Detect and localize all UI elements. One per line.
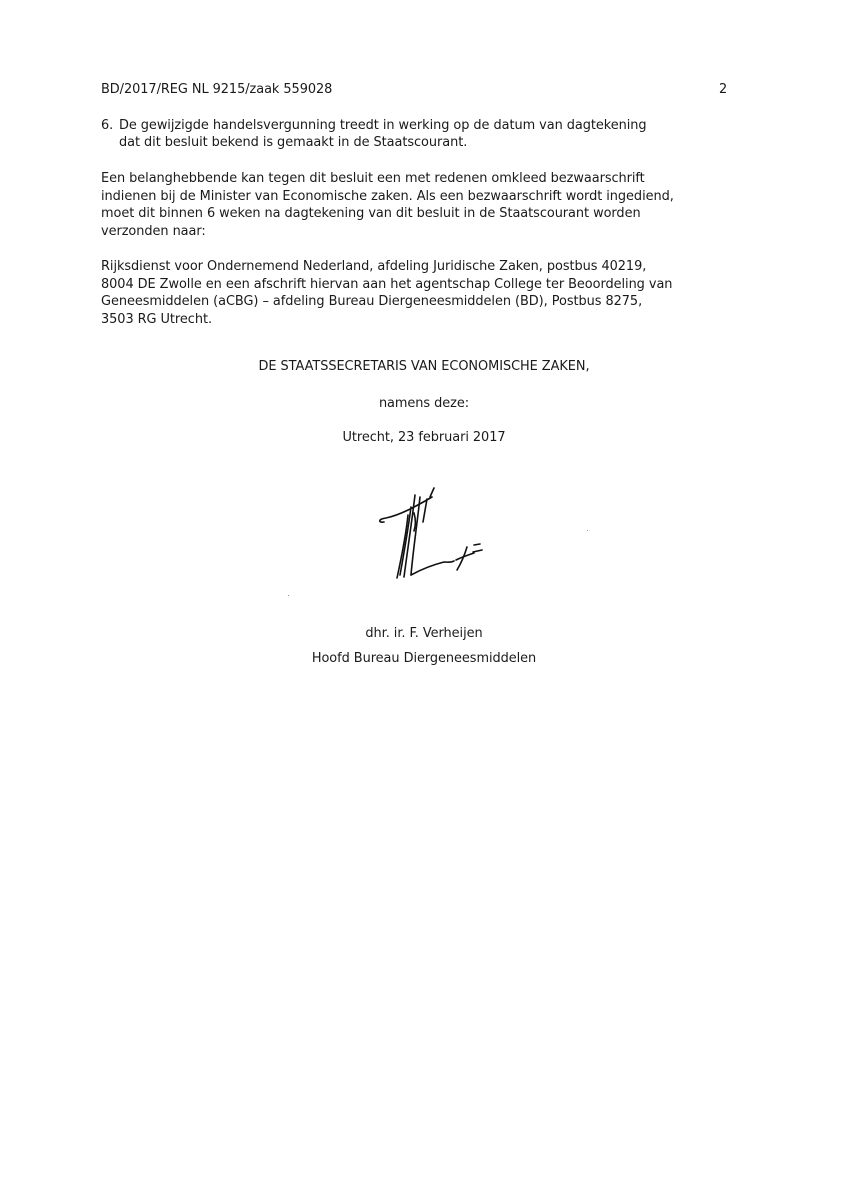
objection-paragraph-line: verzonden naar: <box>101 223 206 239</box>
objection-paragraph-line: Een belanghebbende kan tegen dit besluit een met redenen omkleed bezwaarschrift <box>101 171 645 186</box>
list-item-number: 6. <box>101 118 114 133</box>
address-paragraph-line: 8004 DE Zwolle en een afschrift hiervan aan het agentschap College ter Beoordeling van <box>101 276 673 292</box>
signatory-name: dhr. ir. F. Verheijen <box>365 626 483 641</box>
address-paragraph-line: Rijksdienst voor Ondernemend Nederland, afdeling Juridische Zaken, postbus 40219, <box>101 259 647 274</box>
scan-speck <box>288 595 289 596</box>
on-behalf-label: namens deze: <box>378 396 470 411</box>
list-item-text-line: De gewijzigde handelsvergunning treedt in werking op de datum van dagtekening <box>119 118 647 133</box>
list-item-text-line: dat dit besluit bekend is gemaakt in de Staatscourant. <box>119 135 468 150</box>
address-paragraph-line: 3503 RG Utrecht. <box>101 311 212 327</box>
signature-icon <box>370 485 510 585</box>
objection-paragraph-line: indienen bij de Minister van Economische zaken. Als een bezwaarschrift wordt ingediend, <box>101 188 674 204</box>
signatory-title: Hoofd Bureau Diergeneesmiddelen <box>311 651 537 666</box>
objection-paragraph-line: moet dit binnen 6 weken na dagtekening van dit besluit in de Staatscourant worden <box>101 206 641 221</box>
scan-speck <box>587 530 588 531</box>
page-number: 2 <box>719 82 728 97</box>
address-paragraph-line: Geneesmiddelen (aCBG) – afdeling Bureau Diergeneesmiddelen (BD), Postbus 8275, <box>101 294 643 309</box>
document-reference: BD/2017/REG NL 9215/zaak 559028 <box>101 82 333 97</box>
signing-authority: DE STAATSSECRETARIS VAN ECONOMISCHE ZAKEN, <box>258 359 590 374</box>
place-and-date: Utrecht, 23 februari 2017 <box>342 430 506 445</box>
